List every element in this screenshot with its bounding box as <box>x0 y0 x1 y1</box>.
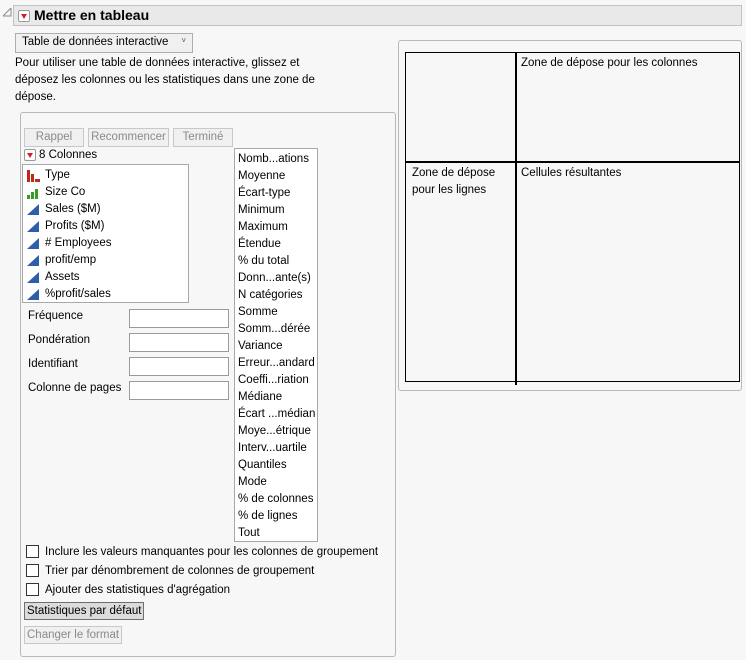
stat-item[interactable]: % de colonnes <box>238 493 314 505</box>
stat-item[interactable]: Moye...étrique <box>238 425 311 437</box>
disclosure-triangle-icon[interactable] <box>3 8 12 17</box>
recall-button[interactable]: Rappel <box>24 128 84 147</box>
instructions-text: Pour utiliser une table de données interactive, glissez et déposez les colonnes ou les statistiques dans une zone de dépose. <box>15 57 315 103</box>
continuous-triangle-icon <box>27 238 39 249</box>
add-aggregate-stats-option[interactable]: Ajouter des statistiques d'agrégation <box>26 583 230 596</box>
stat-item[interactable]: Minimum <box>238 204 285 216</box>
stat-item[interactable]: Médiane <box>238 391 283 403</box>
id-label: Identifiant <box>28 358 78 370</box>
statistics-list[interactable] <box>234 148 318 542</box>
stat-item[interactable]: Quantiles <box>238 459 287 471</box>
stat-item[interactable]: Somme <box>238 306 278 318</box>
continuous-triangle-icon <box>27 255 39 266</box>
stat-item[interactable]: Somm...dérée <box>238 323 311 335</box>
stat-item[interactable]: Erreur...andard <box>238 357 315 369</box>
stat-item[interactable]: Étendue <box>238 238 281 250</box>
continuous-triangle-icon <box>27 272 39 283</box>
stat-item[interactable]: Variance <box>238 340 283 352</box>
page-column-field[interactable] <box>129 381 229 400</box>
id-field[interactable] <box>129 357 229 376</box>
report-header <box>13 5 742 26</box>
stat-item[interactable]: Tout <box>238 527 260 539</box>
columns-header <box>24 149 97 161</box>
mode-dropdown[interactable] <box>15 33 193 53</box>
add-aggregate-stats-checkbox[interactable] <box>26 583 39 596</box>
red-triangle-menu-icon[interactable] <box>24 149 36 161</box>
stat-item[interactable]: Mode <box>238 476 267 488</box>
continuous-triangle-icon <box>27 204 39 215</box>
column-item-sales[interactable]: Sales ($M) <box>23 201 188 218</box>
ordinal-bar-icon <box>27 187 41 199</box>
page-column-label: Colonne de pages <box>28 382 122 394</box>
grid-divider <box>406 161 739 163</box>
column-item-profits[interactable]: Profits ($M) <box>23 218 188 235</box>
columns-count-label: 8 Colonnes <box>39 149 98 161</box>
stat-item[interactable]: % de lignes <box>238 510 298 522</box>
nominal-bar-icon <box>27 170 41 182</box>
column-item-profit-emp[interactable]: profit/emp <box>23 252 188 269</box>
weight-field[interactable] <box>129 333 229 352</box>
stat-item[interactable]: Écart ...médian <box>238 408 316 420</box>
weight-label: Pondération <box>28 334 91 346</box>
stat-item[interactable]: Moyenne <box>238 170 286 182</box>
column-drop-zone[interactable]: Zone de dépose pour les colonnes <box>521 57 698 69</box>
stat-item[interactable]: Maximum <box>238 221 288 233</box>
corner-zone <box>406 53 515 161</box>
continuous-triangle-icon <box>27 221 39 232</box>
include-missing-option[interactable]: Inclure les valeurs manquantes pour les colonnes de groupement <box>26 545 378 558</box>
done-button[interactable]: Terminé <box>173 128 233 147</box>
column-item-type[interactable]: Type <box>23 167 188 184</box>
sort-by-count-option[interactable]: Trier par dénombrement de colonnes de groupement <box>26 564 314 577</box>
stat-item[interactable]: Écart-type <box>238 187 291 199</box>
column-item-employees[interactable]: # Employees <box>23 235 188 252</box>
column-item-profit-sales[interactable]: %profit/sales <box>23 286 188 303</box>
stat-item[interactable]: Nomb...ations <box>238 153 309 165</box>
grid-divider <box>515 53 517 385</box>
frequency-field[interactable] <box>129 309 229 328</box>
sort-by-count-checkbox[interactable] <box>26 564 39 577</box>
red-triangle-menu-icon[interactable] <box>18 10 30 22</box>
stat-item[interactable]: Interv...uartile <box>238 442 307 454</box>
columns-list[interactable] <box>22 164 189 303</box>
include-missing-checkbox[interactable] <box>26 545 39 558</box>
default-statistics-button[interactable]: Statistiques par défaut <box>24 602 144 620</box>
result-cells-zone[interactable]: Cellules résultantes <box>521 167 622 179</box>
stat-item[interactable]: % du total <box>238 255 290 267</box>
mode-dropdown-value: Table de données interactive <box>22 36 169 48</box>
restart-button[interactable]: Recommencer <box>88 128 169 147</box>
stat-item[interactable]: Coeffi...riation <box>238 374 309 386</box>
change-format-button[interactable]: Changer le format <box>24 626 122 644</box>
stat-item[interactable]: Donn...ante(s) <box>238 272 311 284</box>
row-drop-zone[interactable]: Zone de dépose pour les lignes <box>412 167 496 196</box>
stat-item[interactable]: N catégories <box>238 289 303 301</box>
continuous-triangle-icon <box>27 289 39 300</box>
frequency-label: Fréquence <box>28 310 83 322</box>
chevron-down-icon: ˅ <box>181 36 186 45</box>
drop-zone-grid <box>405 52 740 382</box>
column-item-assets[interactable]: Assets <box>23 269 188 286</box>
column-item-size-co[interactable]: Size Co <box>23 184 188 201</box>
report-title: Mettre en tableau <box>34 7 150 23</box>
